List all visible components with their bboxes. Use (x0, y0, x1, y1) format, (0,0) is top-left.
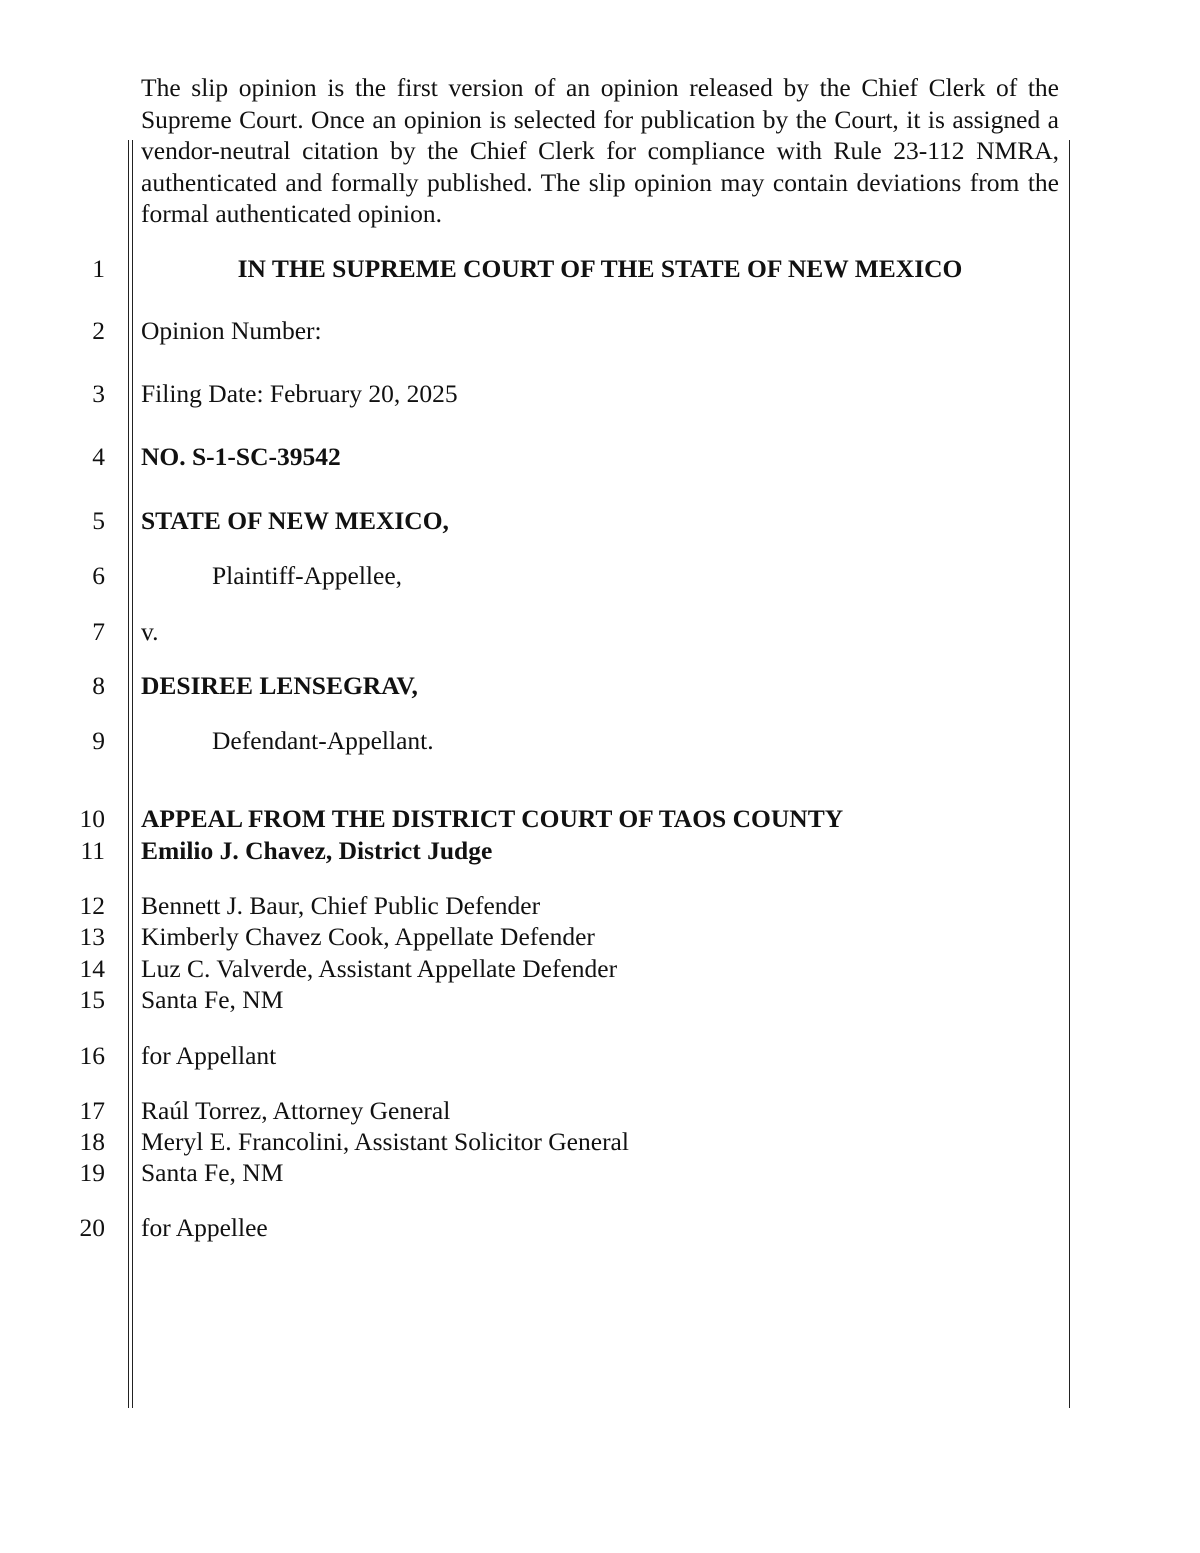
line-number: 2 (92, 316, 105, 345)
versus: v. (141, 617, 159, 646)
slip-opinion-notice: The slip opinion is the first version of an opinion released by the Chief Clerk of the Supreme Court. Once an opinion is selected for publication by the Court, it is assigned a vendor-neutral citation by the Chief Clerk for compliance with Rule 23-112 NMRA, authenticated and formally published. The slip opinion may contain deviations from the formal authenticated opinion. (141, 73, 1059, 228)
court-heading: IN THE SUPREME COURT OF THE STATE OF NEW MEXICO (237, 254, 963, 283)
left-margin-rule-outer (128, 140, 129, 1408)
line-number: 14 (79, 954, 105, 983)
line-number: 9 (92, 726, 105, 755)
line-number: 18 (79, 1127, 105, 1156)
appellant-counsel-2: Kimberly Chavez Cook, Appellate Defender (141, 922, 595, 951)
for-appellant: for Appellant (141, 1041, 277, 1070)
for-appellee: for Appellee (141, 1213, 268, 1242)
appellant-counsel-location: Santa Fe, NM (141, 985, 284, 1014)
plaintiff-role: Plaintiff-Appellee, (212, 561, 403, 590)
appeal-source: APPEAL FROM THE DISTRICT COURT OF TAOS COUNTY (141, 804, 844, 833)
opinion-number: Opinion Number: (141, 316, 322, 345)
line-number: 17 (79, 1096, 105, 1125)
line-number: 11 (80, 836, 105, 865)
line-number: 4 (92, 442, 105, 471)
appellee-counsel-location: Santa Fe, NM (141, 1158, 284, 1187)
defendant-name: DESIREE LENSEGRAV, (141, 671, 418, 700)
line-number: 15 (79, 985, 105, 1014)
line-number: 7 (92, 617, 105, 646)
line-number: 5 (92, 506, 105, 535)
line-number: 3 (92, 379, 105, 408)
district-judge: Emilio J. Chavez, District Judge (141, 836, 493, 865)
right-margin-rule (1069, 140, 1070, 1408)
plaintiff-name: STATE OF NEW MEXICO, (141, 506, 449, 535)
appellant-counsel-3: Luz C. Valverde, Assistant Appellate Defender (141, 954, 618, 983)
filing-date: Filing Date: February 20, 2025 (141, 379, 458, 408)
line-number: 12 (79, 891, 105, 920)
line-number: 10 (79, 804, 105, 833)
case-number: NO. S-1-SC-39542 (141, 442, 341, 471)
line-number: 6 (92, 561, 105, 590)
line-number: 20 (79, 1213, 105, 1242)
line-number: 1 (92, 254, 105, 283)
line-number: 13 (79, 922, 105, 951)
appellant-counsel-1: Bennett J. Baur, Chief Public Defender (141, 891, 541, 920)
appellee-counsel-1: Raúl Torrez, Attorney General (141, 1096, 451, 1125)
appellee-counsel-2: Meryl E. Francolini, Assistant Solicitor General (141, 1127, 629, 1156)
defendant-role: Defendant-Appellant. (212, 726, 434, 755)
line-number: 16 (79, 1041, 105, 1070)
line-number: 8 (92, 671, 105, 700)
left-margin-rule-inner (132, 140, 133, 1408)
line-number: 19 (79, 1158, 105, 1187)
